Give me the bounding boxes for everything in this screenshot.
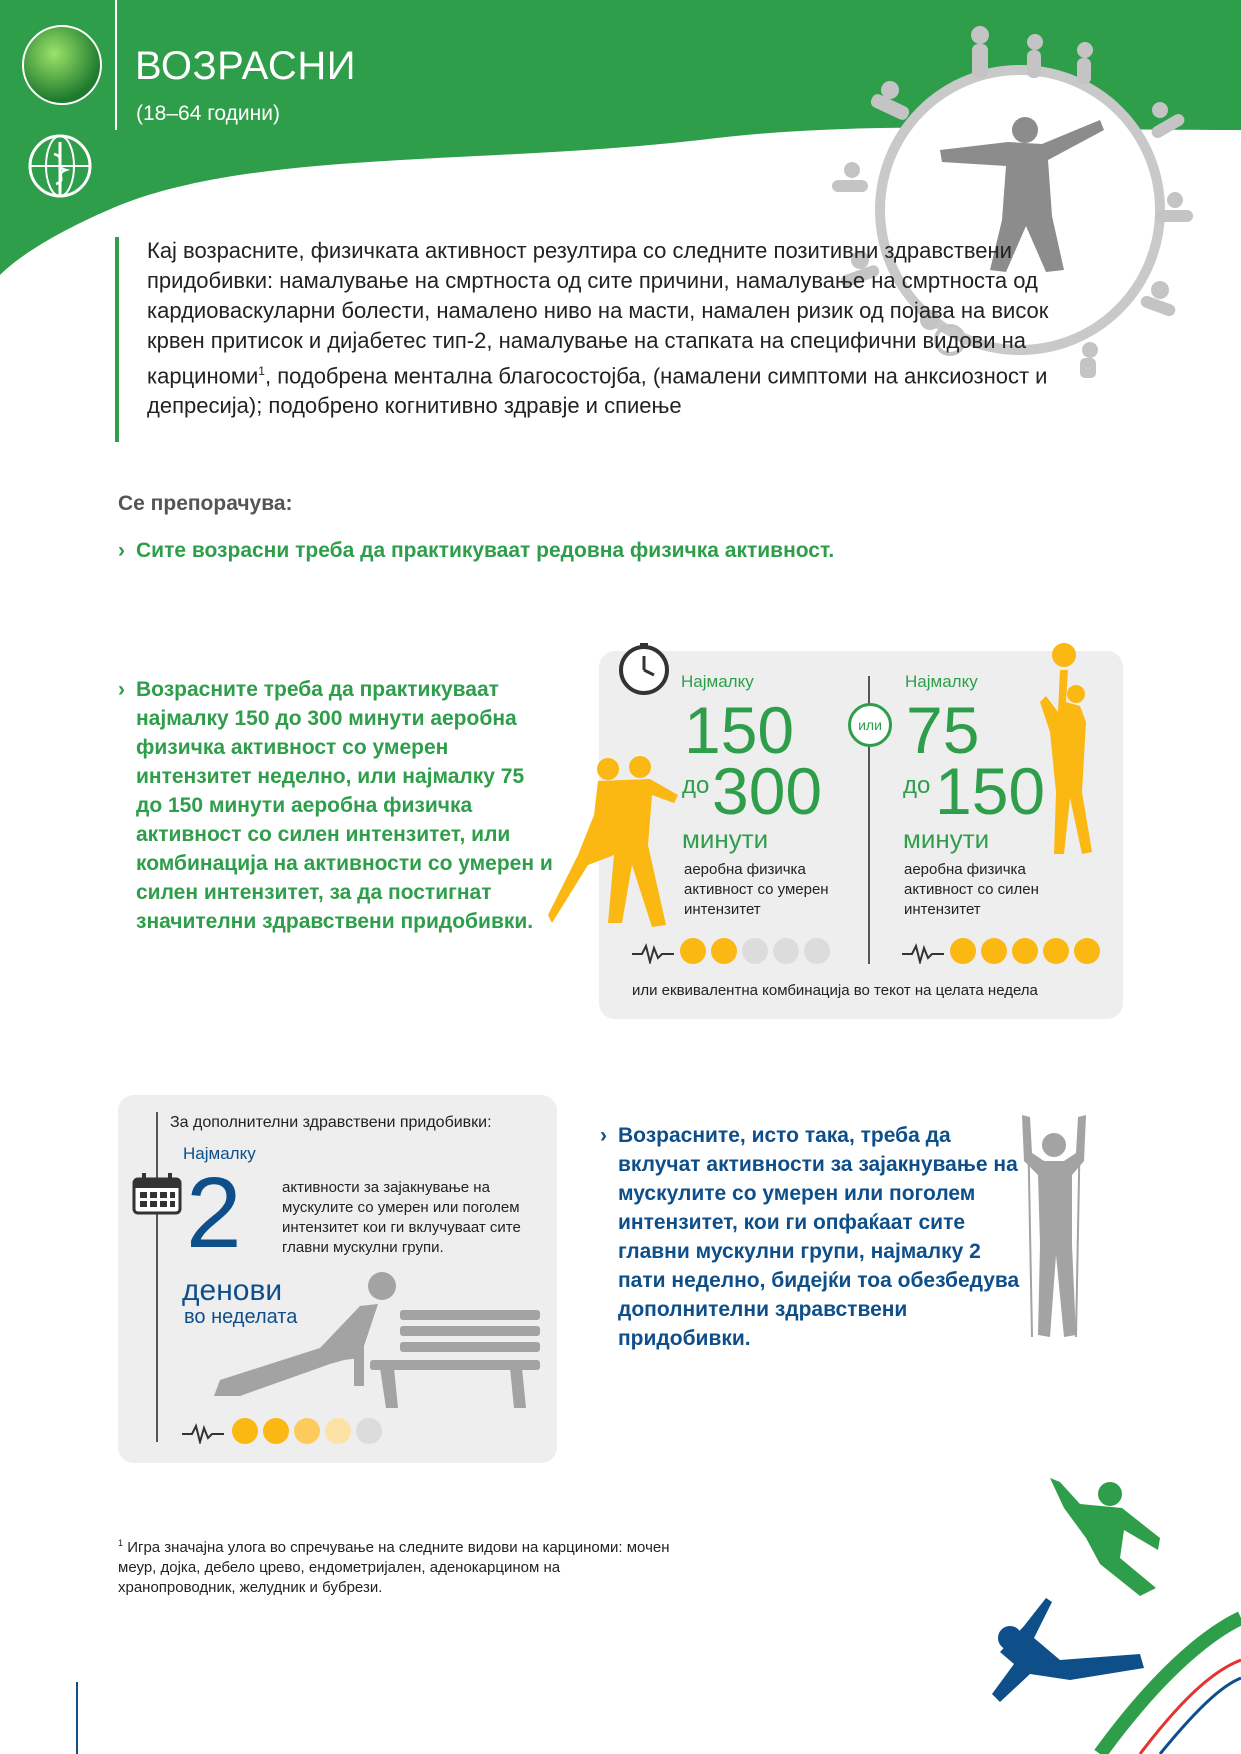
chevron-right-icon: › [600,1124,607,1147]
intro-paragraph [147,236,1077,421]
corner-athletes-illustration [990,1478,1241,1754]
who-emblem-icon [24,130,96,202]
intensity-dot [981,938,1007,964]
intro-text-main: Кај возрасните, физичката активност резултира со следните позитивни здравствени придобивки: намалување на смртноста од сите причини, намалување на смртноста од кардиоваскуларни болести, намалено ниво на масти, намален ризик од појава на висок крвен притисок и дијабетес тип-2, намалување на стапката на специфични видови на карциноми [147,238,1049,389]
globe-logo-icon [22,25,102,105]
footnote [118,1533,678,1598]
muscle-days-unit: денови [182,1274,283,1307]
recommendation-3 [600,1121,1028,1353]
vigorous-description: аеробна физичка активност со силен интензитет [904,861,1039,918]
vigorous-intensity-dots [950,938,1110,964]
intensity-dot [680,938,706,964]
moderate-at-least-label: Најмалку [681,672,754,691]
aerobic-footer-note: или еквивалентна комбинација во текот на целата недела [632,982,1038,999]
moderate-to-word: до [682,772,710,799]
resistance-band-figure-illustration [1018,1115,1088,1345]
recommends-heading: Се препорачува: [118,492,293,515]
intensity-dot [1012,938,1038,964]
recommendation-2 [118,675,556,936]
vigorous-max-minutes: 150 [935,754,1046,828]
intensity-dot [1074,938,1100,964]
clock-icon [617,642,671,696]
moderate-max-minutes: 300 [712,754,823,828]
bench-pushup-illustration [210,1268,550,1408]
intensity-dot [950,938,976,964]
intro-accent-bar [115,237,119,442]
intensity-dot [325,1418,351,1444]
chevron-right-icon: › [118,678,125,701]
muscle-per-week: во неделата [184,1306,298,1328]
vigorous-at-least-label: Најмалку [905,672,978,691]
vigorous-unit: минути [903,824,990,854]
intensity-dot [232,1418,258,1444]
heartbeat-icon [182,1422,224,1444]
moderate-min-minutes: 150 [684,693,795,767]
muscle-description: активности за зајакнување на мускулите со умерен или поголем интензитет кои ги вклучуваат сите главни мускулни групи. [282,1179,521,1256]
intensity-dot [742,938,768,964]
moderate-description: аеробна физичка активност со умерен интензитет [684,861,829,918]
intensity-dot [804,938,830,964]
page-title: ВОЗРАСНИ [135,44,356,88]
panel-divider [156,1112,158,1442]
moderate-unit: минути [682,824,769,854]
intensity-dot [1043,938,1069,964]
basketball-player-illustration [1036,642,1106,856]
bottom-accent-line [76,1682,78,1754]
footnote-text: Игра значајна улога во спречување на следните видови на карциноми: мочен меур, дојка, дебело црево, ендометријален, аденокарцином на хранопроводник, желудник и бубрези. [118,1539,670,1596]
recommendation-3-text: Возрасните, исто така, треба да вклучат активности за зајакнување на мускулите со умерен или поголем интензитет, кои ги опфаќаат сите главни мускулни групи, најмалку 2 пати неделно, бидејќи тоа обезбедува дополнителни здравствени придобивки. [618,1124,1020,1350]
muscle-intensity-dots [232,1418,392,1444]
calendar-icon [132,1173,182,1215]
or-badge: или [848,703,892,747]
intensity-dot [711,938,737,964]
intro-text-tail: , подобрена ментална благосостојба, (намалени симптоми на анксиозност и депресија); подобрено когнитивно здравје и спиење [147,363,1048,419]
heartbeat-icon [632,942,674,964]
footnote-marker: 1 [118,1538,124,1548]
heartbeat-icon [902,942,944,964]
muscle-days-number: 2 [186,1157,242,1269]
intensity-dot [356,1418,382,1444]
muscle-at-least-label: Најмалку [183,1144,256,1163]
moderate-intensity-dots [680,938,840,964]
footnote-ref: 1 [258,364,265,378]
chevron-right-icon: › [118,539,125,562]
page-subtitle: (18–64 години) [136,102,280,125]
recommendation-1 [118,539,835,563]
intensity-dot [773,938,799,964]
vigorous-min-minutes: 75 [906,693,980,767]
intensity-dot [294,1418,320,1444]
recommendation-1-text: Сите возрасни треба да практикуваат редовна физичка активност. [136,539,835,562]
recommendation-2-text: Возрасните треба да практикуваат најмалку 150 до 300 минути аеробна физичка активност со умерен интензитет неделно, или најмалку 75 до 150 минути аеробна физичка активност со силен интензитет, или комбинација на активности со умерен и силен интензитет, за да постигнат значителни здравствени придобивки. [136,678,553,933]
intensity-dot [263,1418,289,1444]
muscle-panel-heading: За дополнителни здравствени придобивки: [170,1114,492,1131]
vigorous-to-word: до [903,772,931,799]
header-divider [115,0,117,130]
